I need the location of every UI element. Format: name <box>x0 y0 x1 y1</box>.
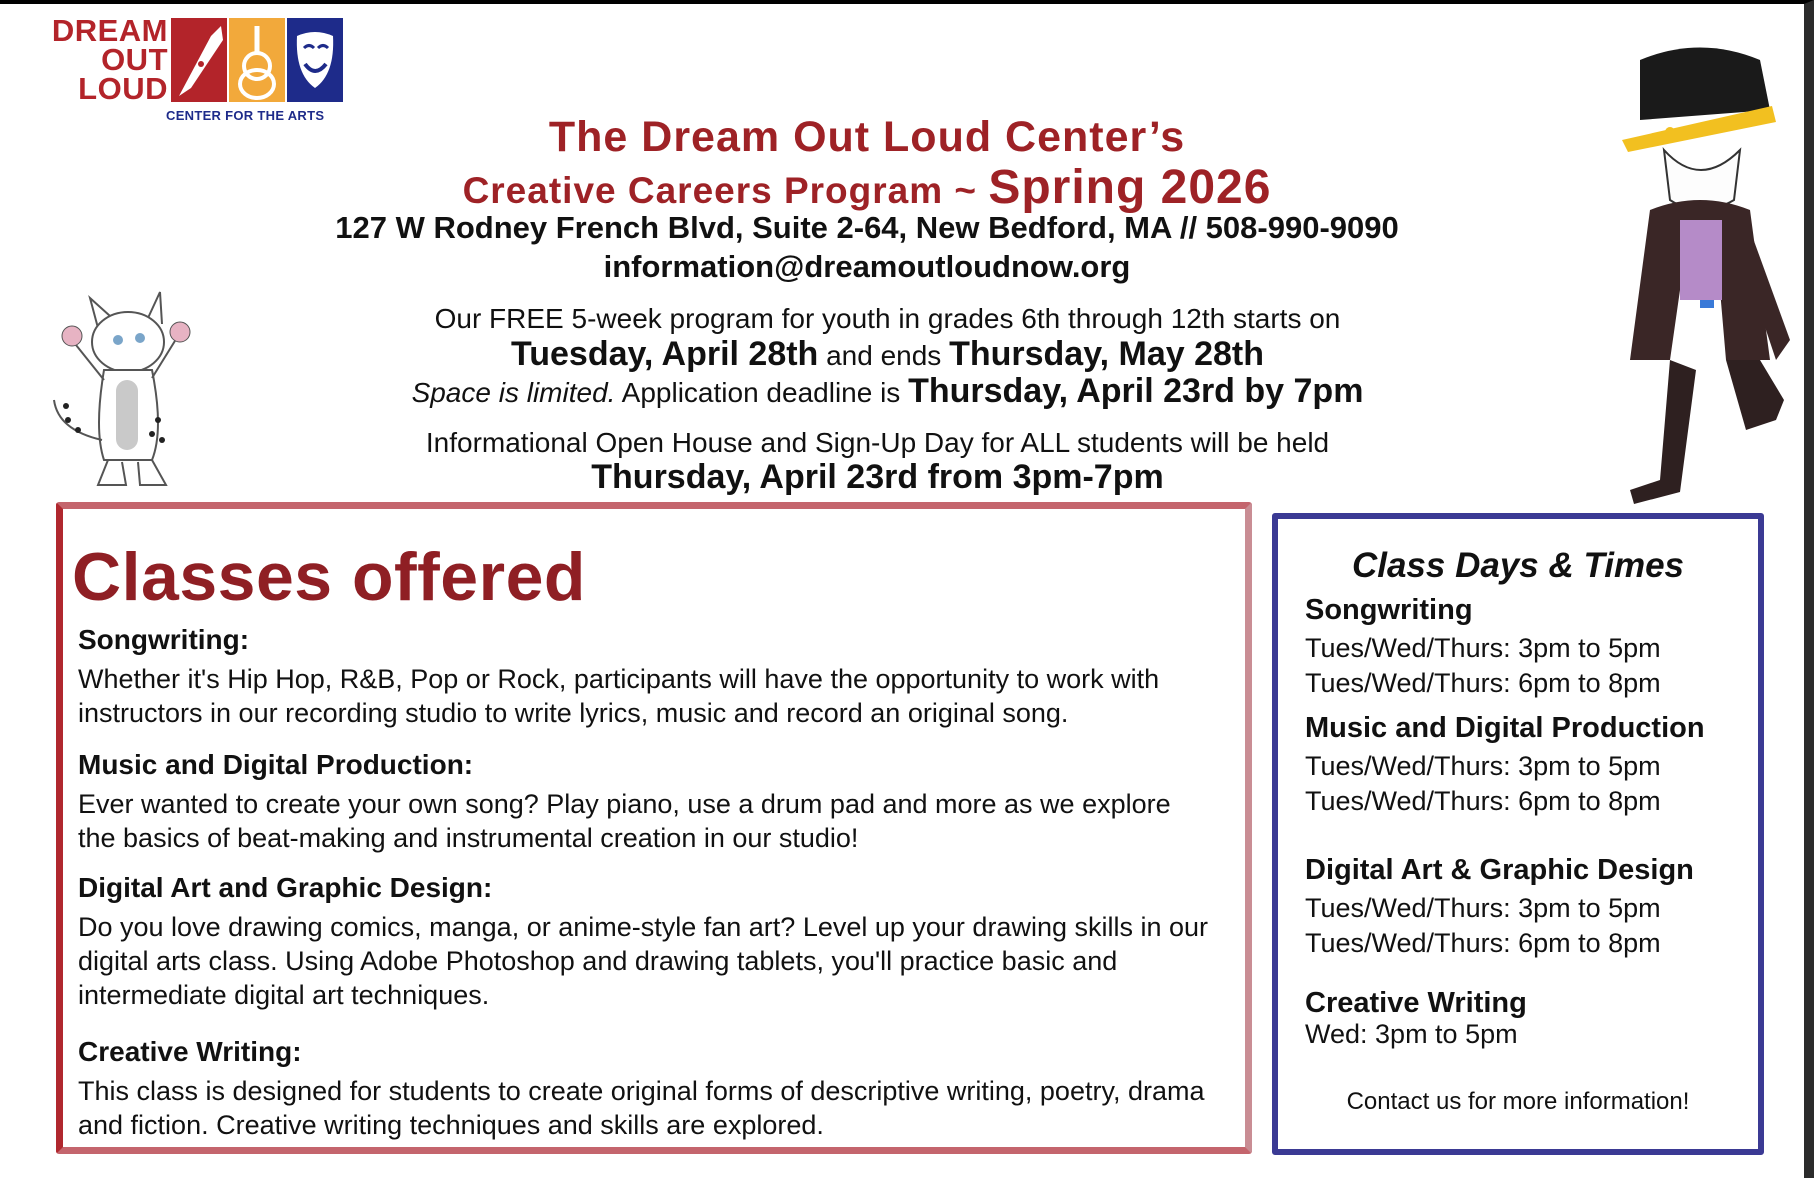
anime-character-illustration <box>1600 40 1800 510</box>
schedule-creative-writing <box>1305 987 1755 1048</box>
open-house-date-line <box>0 458 1765 497</box>
schedule-class-name: Digital Art & Graphic Design <box>1305 854 1694 886</box>
schedule-songwriting <box>1305 594 1755 701</box>
start-date: Tuesday, April 28th <box>510 335 819 373</box>
contact-note: Contact us for more information! <box>1346 1088 1690 1115</box>
space-limited-text: Space is limited. <box>411 377 616 408</box>
email-address: information@dreamoutloudnow.org <box>603 249 1131 284</box>
intro-text: Our FREE 5-week program for youth in grades 6th through 12th starts on <box>434 303 1341 334</box>
deadline-label: Application deadline is <box>615 377 909 408</box>
logo-word-out: OUT <box>101 42 168 77</box>
schedule-digital-art <box>1305 854 1755 961</box>
schedule-time: Tues/Wed/Thurs: 6pm to 8pm <box>1305 928 1661 958</box>
schedule-time: Tues/Wed/Thurs: 6pm to 8pm <box>1305 668 1661 698</box>
dream-out-loud-logo <box>38 13 358 128</box>
class-songwriting <box>78 624 1248 730</box>
logo-wordmark <box>38 13 168 106</box>
program-season: Spring 2026 <box>988 161 1272 214</box>
class-description: Do you love drawing comics, manga, or anime-style fan art? Level up your drawing skills in our digital arts class. Using Adobe Photoshop and drawing tablets, you'll practice basic and intermediate digital art techniques. <box>78 912 1209 1010</box>
open-house-info <box>0 427 1765 459</box>
class-description: This class is designed for students to create original forms of descriptive writing, poetry, drama and fiction. Creative writing techniques and skills are explored. <box>78 1076 1205 1140</box>
logo-art-tiles <box>171 18 343 102</box>
schedule-class-name: Creative Writing <box>1305 987 1527 1019</box>
class-name: Creative Writing: <box>78 1036 302 1067</box>
program-dates <box>0 335 1775 374</box>
schedule-class-name: Music and Digital Production <box>1305 712 1705 744</box>
logo-word-dream: DREAM <box>51 13 168 48</box>
logo-word-loud: LOUD <box>78 71 168 106</box>
schedule-heading: Class Days & Times <box>1351 546 1685 585</box>
schedule-time: Tues/Wed/Thurs: 3pm to 5pm <box>1305 751 1661 781</box>
schedule-time: Tues/Wed/Thurs: 3pm to 5pm <box>1305 893 1661 923</box>
open-house-text: Informational Open House and Sign-Up Day for ALL students will be held <box>425 427 1330 458</box>
deadline-date: Thursday, April 23rd by 7pm <box>908 372 1364 410</box>
class-name: Music and Digital Production: <box>78 749 474 780</box>
and-ends-text: and ends <box>818 340 950 371</box>
schedule-time: Tues/Wed/Thurs: 6pm to 8pm <box>1305 786 1661 816</box>
address-phone: 127 W Rodney French Blvd, Suite 2-64, New Bedford, MA // 508-990-9090 <box>335 210 1399 245</box>
logo-subtitle: CENTER FOR THE ARTS <box>166 108 325 123</box>
end-date: Thursday, May 28th <box>949 335 1264 373</box>
class-creative-writing <box>78 1036 1248 1142</box>
program-intro <box>0 303 1775 335</box>
program-title <box>0 160 1734 215</box>
cat-character-illustration <box>48 280 206 490</box>
schedule-class-name: Songwriting <box>1305 594 1473 626</box>
class-digital-art <box>78 872 1248 1012</box>
center-title: The Dream Out Loud Center’s <box>548 113 1186 161</box>
class-name: Digital Art and Graphic Design: <box>78 872 493 903</box>
application-deadline <box>0 372 1775 411</box>
class-name: Songwriting: <box>78 624 250 655</box>
schedule-music-production <box>1305 712 1755 819</box>
classes-heading: Classes offered <box>72 539 586 615</box>
class-music-production <box>78 749 1208 855</box>
schedule-time: Tues/Wed/Thurs: 3pm to 5pm <box>1305 633 1661 663</box>
schedule-time: Wed: 3pm to 5pm <box>1305 1019 1518 1049</box>
class-description: Ever wanted to create your own song? Play piano, use a drum pad and more as we explore the basics of beat-making and instrumental creation in our studio! <box>78 789 1171 853</box>
open-house-date: Thursday, April 23rd from 3pm-7pm <box>591 458 1164 496</box>
program-name: Creative Careers Program ~ <box>462 170 989 211</box>
class-description: Whether it's Hip Hop, R&B, Pop or Rock, participants will have the opportunity to work with instructors in our recording studio to write lyrics, music and record an original song. <box>78 664 1160 728</box>
